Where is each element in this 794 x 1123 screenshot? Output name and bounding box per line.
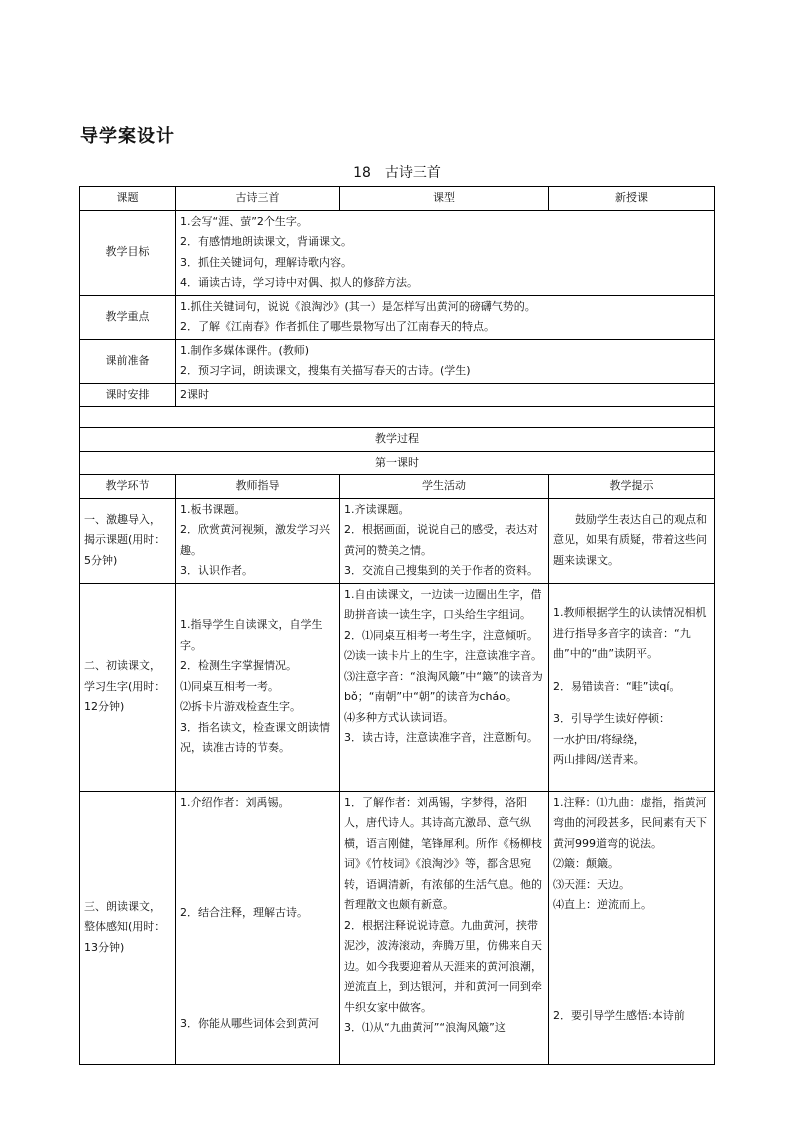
student-line: 2．根据画面，说说自己的感受，表达对黄河的赞美之情。: [344, 523, 538, 557]
column-header-row: [80, 475, 715, 499]
stage-cell: 二、初读课文，学习生字(用时：12分钟): [80, 583, 176, 791]
student-cell: [340, 791, 549, 1064]
period-title: 第一课时: [80, 451, 715, 475]
teacher-spacer: [180, 813, 335, 903]
student-line: 2．⑴同桌互相考一考生字，注意倾听。: [344, 628, 538, 642]
prep-line: 2．预习字词，朗读课文，搜集有关描写春天的古诗。(学生): [180, 364, 471, 377]
student-line: ⑷多种方式认读词语。: [344, 710, 454, 724]
prep-label: 课前准备: [80, 339, 176, 383]
teacher-spacer: [180, 924, 335, 1014]
teacher-line: 2．结合注释，理解古诗。: [180, 906, 308, 919]
student-cell: [340, 498, 549, 583]
teacher-cell: [176, 583, 340, 791]
type-label: 课型: [340, 187, 549, 211]
period-title-row: [80, 451, 715, 475]
column-header: 教学环节: [80, 475, 176, 499]
table-row: [80, 791, 715, 1064]
column-header: 教学提示: [549, 475, 715, 499]
focus-label: 教学重点: [80, 295, 176, 339]
tip-line: 2．易错读音：“畦”读qí。: [553, 679, 681, 693]
process-title: 教学过程: [80, 428, 715, 452]
column-header: 教师指导: [176, 475, 340, 499]
goal-line: 3．抓住关键词句，理解诗歌内容。: [180, 255, 352, 269]
blank-row: [80, 407, 715, 428]
prep-line: 1.制作多媒体课件。(教师): [180, 343, 310, 357]
tip-line: 2．要引导学生感悟:本诗前: [553, 1008, 685, 1022]
student-cell: [340, 583, 549, 791]
table-row: [80, 498, 715, 583]
student-line: 3．⑴从“九曲黄河”“浪淘风簸”这: [344, 1021, 506, 1034]
prep-content: [176, 339, 715, 383]
tip-spacer: [553, 697, 710, 709]
lesson-title: [0, 162, 794, 182]
schedule-value: 2课时: [176, 383, 715, 407]
student-line: 1．了解作者：刘禹锡，字梦得，洛阳人，唐代诗人。其诗高亢激昂、意气纵横，语言刚健，笔锋犀利。所作《杨柳枝词》《竹枝词》《浪淘沙》等，都含思宛转，语调清新，有浓郁的生活气息。他的哲理散文也颇有新意。: [344, 795, 542, 911]
teacher-line: 1.指导学生自读课文，自学生字。: [180, 618, 323, 652]
teacher-line: 2．检测生字掌握情况。: [180, 659, 297, 673]
goal-line: 1.会写“涯、萤”2个生字。: [180, 214, 308, 228]
lesson-plan-table: [79, 186, 715, 1065]
teacher-cell: [176, 498, 340, 583]
tip-line: 1.教师根据学生的认读情况相机进行指导多音字的读音：“九曲”中的“曲”读阴平。: [553, 606, 707, 661]
info-row: [80, 187, 715, 211]
tip-spacer: [553, 665, 710, 677]
teacher-line: 3．认识作者。: [180, 564, 253, 577]
goals-label: 教学目标: [80, 210, 176, 295]
tip-cell: [549, 498, 715, 583]
prep-row: [80, 339, 715, 383]
goal-line: 2．有感情地朗读课文，背诵课文。: [180, 235, 352, 248]
blank-cell: [80, 407, 715, 428]
teacher-cell: [176, 791, 340, 1064]
table-row: [80, 583, 715, 791]
focus-line: 2．了解《江南春》作者抓住了哪些景物写出了江南春天的特点。: [180, 320, 495, 333]
teacher-line: ⑵拆卡片游戏检查生字。: [180, 700, 301, 714]
student-line: ⑵读一读卡片上的生字，注意读准字音。: [344, 649, 542, 662]
stage-cell: 一、激趣导入，揭示课题(用时：5分钟): [80, 498, 176, 583]
focus-line: 1.抓住关键词句，说说《浪淘沙》(其一）是怎样写出黄河的磅礴气势的。: [180, 299, 536, 313]
student-line: 3．读古诗，注意读准字音，注意断句。: [344, 731, 538, 744]
lesson-number: 18: [353, 165, 371, 181]
schedule-row: [80, 383, 715, 407]
stage-cell: 三、朗读课文，整体感知(用时：13分钟): [80, 791, 176, 1064]
tip-line: 两山排闼/送青来。: [553, 753, 645, 767]
schedule-label: 课时安排: [80, 383, 176, 407]
focus-row: [80, 295, 715, 339]
student-line: 1.自由读课文，一边读一边圈出生字，借助拼音读一读生字，口头给生字组词。: [344, 587, 542, 621]
tip-line: ⑶天涯：天边。: [553, 877, 630, 891]
focus-content: [176, 295, 715, 339]
process-title-row: [80, 428, 715, 452]
topic-label: 课题: [80, 187, 176, 211]
tip-line: 1.注释：⑴九曲：虚指，指黄河弯曲的河段甚多，民间素有天下黄河999道弯的说法。: [553, 795, 707, 850]
student-line: 1.齐读课题。: [344, 502, 410, 516]
tip-line: ⑷直上：逆流而上。: [553, 898, 652, 911]
goal-line: 4．诵读古诗，学习诗中对偶、拟人的修辞方法。: [180, 276, 418, 289]
teacher-line: 2．欣赏黄河视频，激发学习兴趣。: [180, 523, 330, 557]
student-line: 3．交流自己搜集到的关于作者的资料。: [344, 564, 538, 577]
teacher-line: 3．指名读文，检查课文朗读情况，读准古诗的节奏。: [180, 720, 330, 755]
teacher-line: 3．你能从哪些词体会到黄河: [180, 1016, 319, 1030]
tip-cell: [549, 583, 715, 791]
tip-cell: [549, 791, 715, 1064]
document-heading: 导学案设计: [80, 126, 175, 147]
teacher-line: ⑴同桌互相考一考。: [180, 679, 279, 693]
goals-content: [176, 210, 715, 295]
topic-value: 古诗三首: [176, 187, 340, 211]
tip-line: 3．引导学生读好停顿：: [553, 712, 670, 726]
column-header: 学生活动: [340, 475, 549, 499]
type-value: 新授课: [549, 187, 715, 211]
student-line: ⑶注意字音：“浪淘风簸”中“簸”的读音为bǒ；“南朝”中“朝”的读音为cháo。: [344, 669, 543, 703]
lesson-name: 古诗三首: [384, 165, 441, 181]
tip-line: 一水护田/将绿绕，: [553, 732, 645, 746]
goals-row: [80, 210, 715, 295]
student-line: 2．根据注释说说诗意。九曲黄河，挟带泥沙，波涛滚动，奔腾万里，仿佛来自天边。如今我要迎着从天涯来的黄河浪潮，逆流直上，到达银河，并和黄河一同到牵牛织女家中做客。: [344, 918, 542, 1014]
teacher-line: 1.介绍作者：刘禹锡。: [180, 795, 290, 809]
teacher-line: 1.板书课题。: [180, 502, 246, 516]
tip-line: 鼓励学生表达自己的观点和意见，如果有质疑，带着这些问题来读课文。: [553, 512, 707, 567]
tip-spacer: [553, 916, 710, 1006]
tip-line: ⑵簸：颠簸。: [553, 857, 619, 870]
